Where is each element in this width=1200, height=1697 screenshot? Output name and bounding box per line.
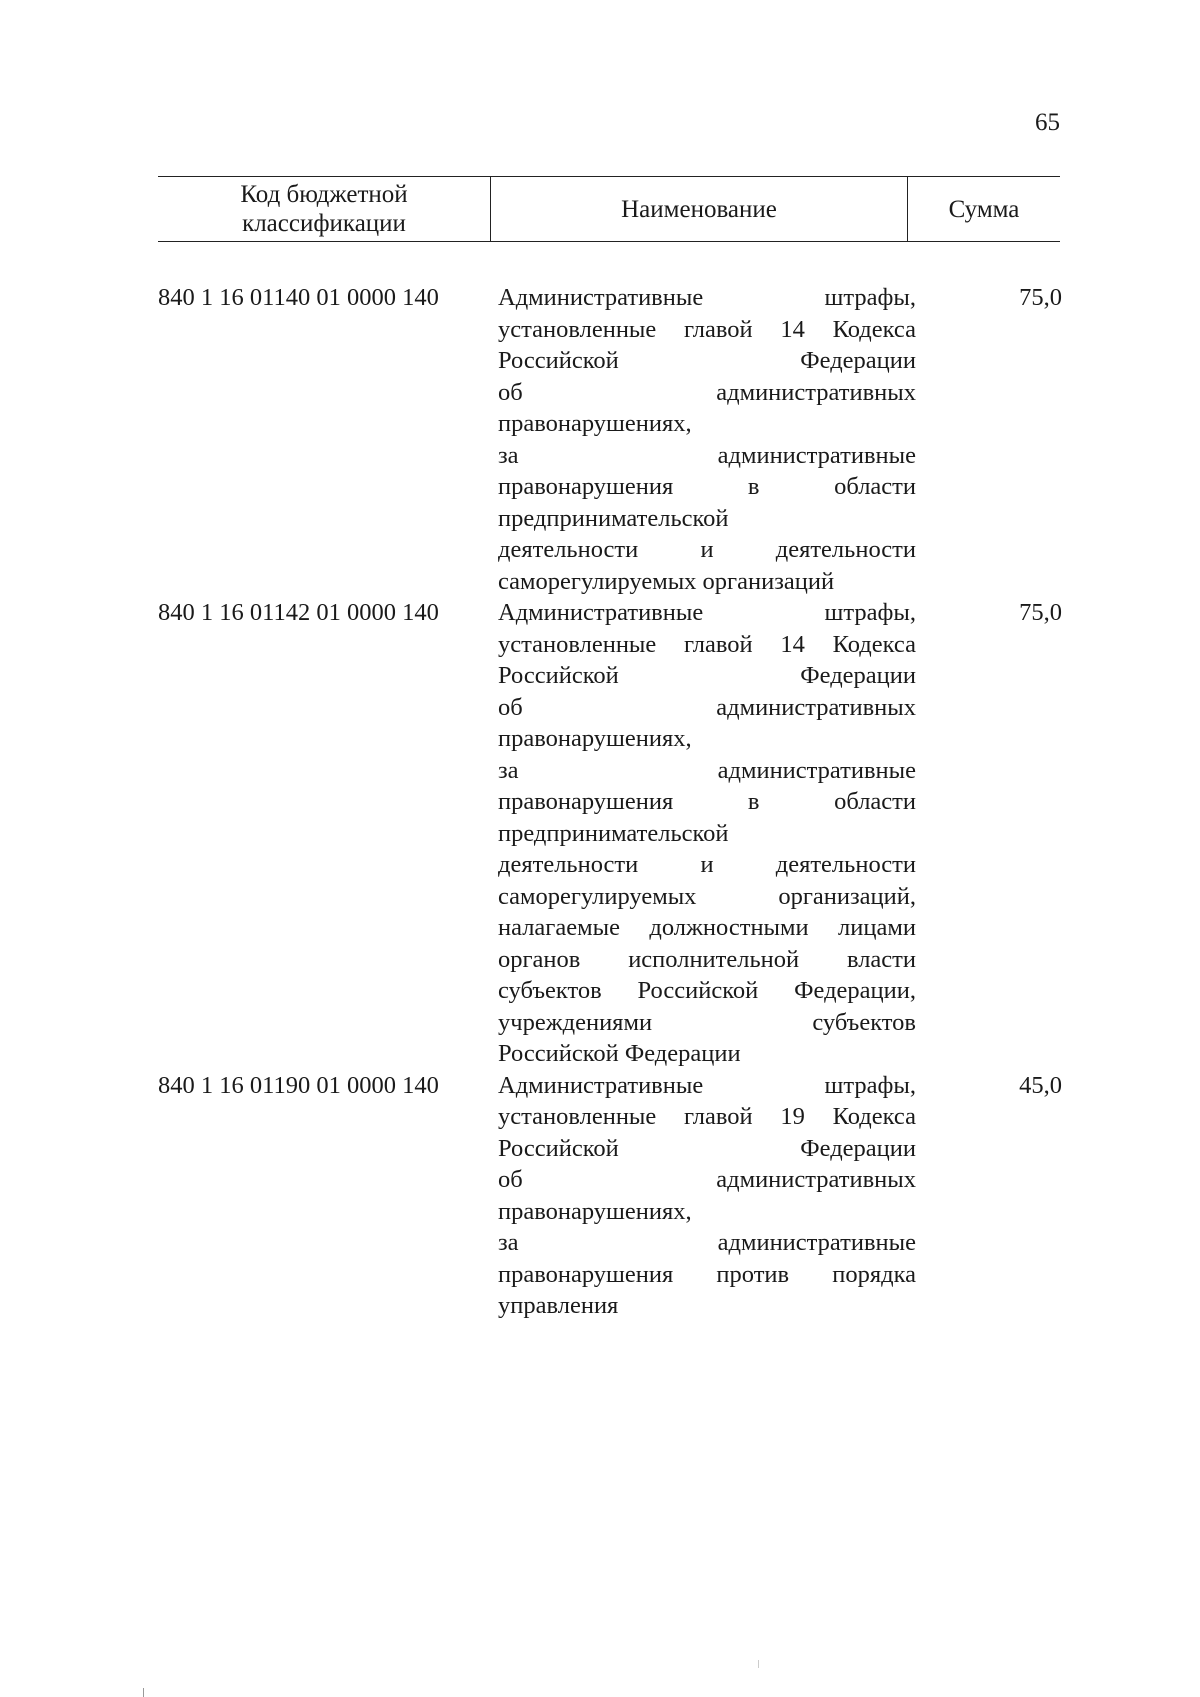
name-line: правонарушениях, <box>498 410 692 437</box>
name-line: правонарушения в области <box>498 788 916 815</box>
table-row <box>158 597 1062 1070</box>
name-line: установленные главой 14 Кодекса <box>498 315 916 343</box>
header-sum: Сумма <box>948 195 1020 223</box>
name-line: правонарушениях, <box>498 1197 692 1225</box>
page-number: 65 <box>1035 109 1060 136</box>
name-line: налагаемые должностными лицами <box>498 914 916 941</box>
name-line: Российской Федерации <box>498 1040 741 1067</box>
name-line: учреждениями субъектов <box>498 1008 916 1036</box>
budget-code: 840 1 16 01190 01 0000 140 <box>158 1071 439 1099</box>
name-line: Российской Федерации <box>498 662 916 689</box>
name-line: об административных <box>498 693 916 721</box>
table-body <box>158 282 1062 1322</box>
name-line: деятельности и деятельности <box>498 536 916 563</box>
name-line: за административные <box>498 756 916 784</box>
name-line: субъектов Российской Федерации, <box>498 977 916 1004</box>
table-row <box>158 282 1062 597</box>
name-line: Административные штрафы, <box>498 1071 916 1099</box>
name-line: органов исполнительной власти <box>498 945 916 973</box>
name-line: Административные штрафы, <box>498 599 916 626</box>
header-code: Код бюджетной классификации <box>240 181 408 237</box>
header-name: Наименование <box>490 177 908 241</box>
name-line: предпринимательской <box>498 819 729 847</box>
row-name <box>498 282 916 597</box>
name-line: Российской Федерации <box>498 1134 916 1162</box>
row-name <box>498 597 916 1070</box>
scan-mark <box>143 1688 144 1697</box>
budget-code: 840 1 16 01140 01 0000 140 <box>158 284 439 311</box>
name-line: правонарушения в области <box>498 473 916 500</box>
name-line: об административных <box>498 378 916 406</box>
row-sum: 45,0 <box>1019 1071 1062 1099</box>
name-line: за административные <box>498 1229 916 1256</box>
row-name <box>498 1070 916 1322</box>
name-line: Административные штрафы, <box>498 284 916 311</box>
name-line: предпринимательской <box>498 504 729 532</box>
name-line: управления <box>498 1292 619 1319</box>
name-line: правонарушениях, <box>498 725 692 752</box>
row-sum: 75,0 <box>1019 599 1062 626</box>
name-line: за административные <box>498 441 916 469</box>
name-line: правонарушения против порядка <box>498 1260 916 1288</box>
name-line: Российской Федерации <box>498 347 916 374</box>
name-line: установленные главой 19 Кодекса <box>498 1103 916 1130</box>
table-header <box>158 176 1060 242</box>
name-line: деятельности и деятельности <box>498 851 916 878</box>
budget-code: 840 1 16 01142 01 0000 140 <box>158 599 439 626</box>
row-sum: 75,0 <box>1019 284 1062 311</box>
scan-mark <box>758 1660 759 1668</box>
name-line: об административных <box>498 1166 916 1193</box>
name-line: саморегулируемых организаций, <box>498 882 916 910</box>
name-line: установленные главой 14 Кодекса <box>498 630 916 658</box>
name-line: саморегулируемых организаций <box>498 567 835 595</box>
table-row <box>158 1070 1062 1322</box>
